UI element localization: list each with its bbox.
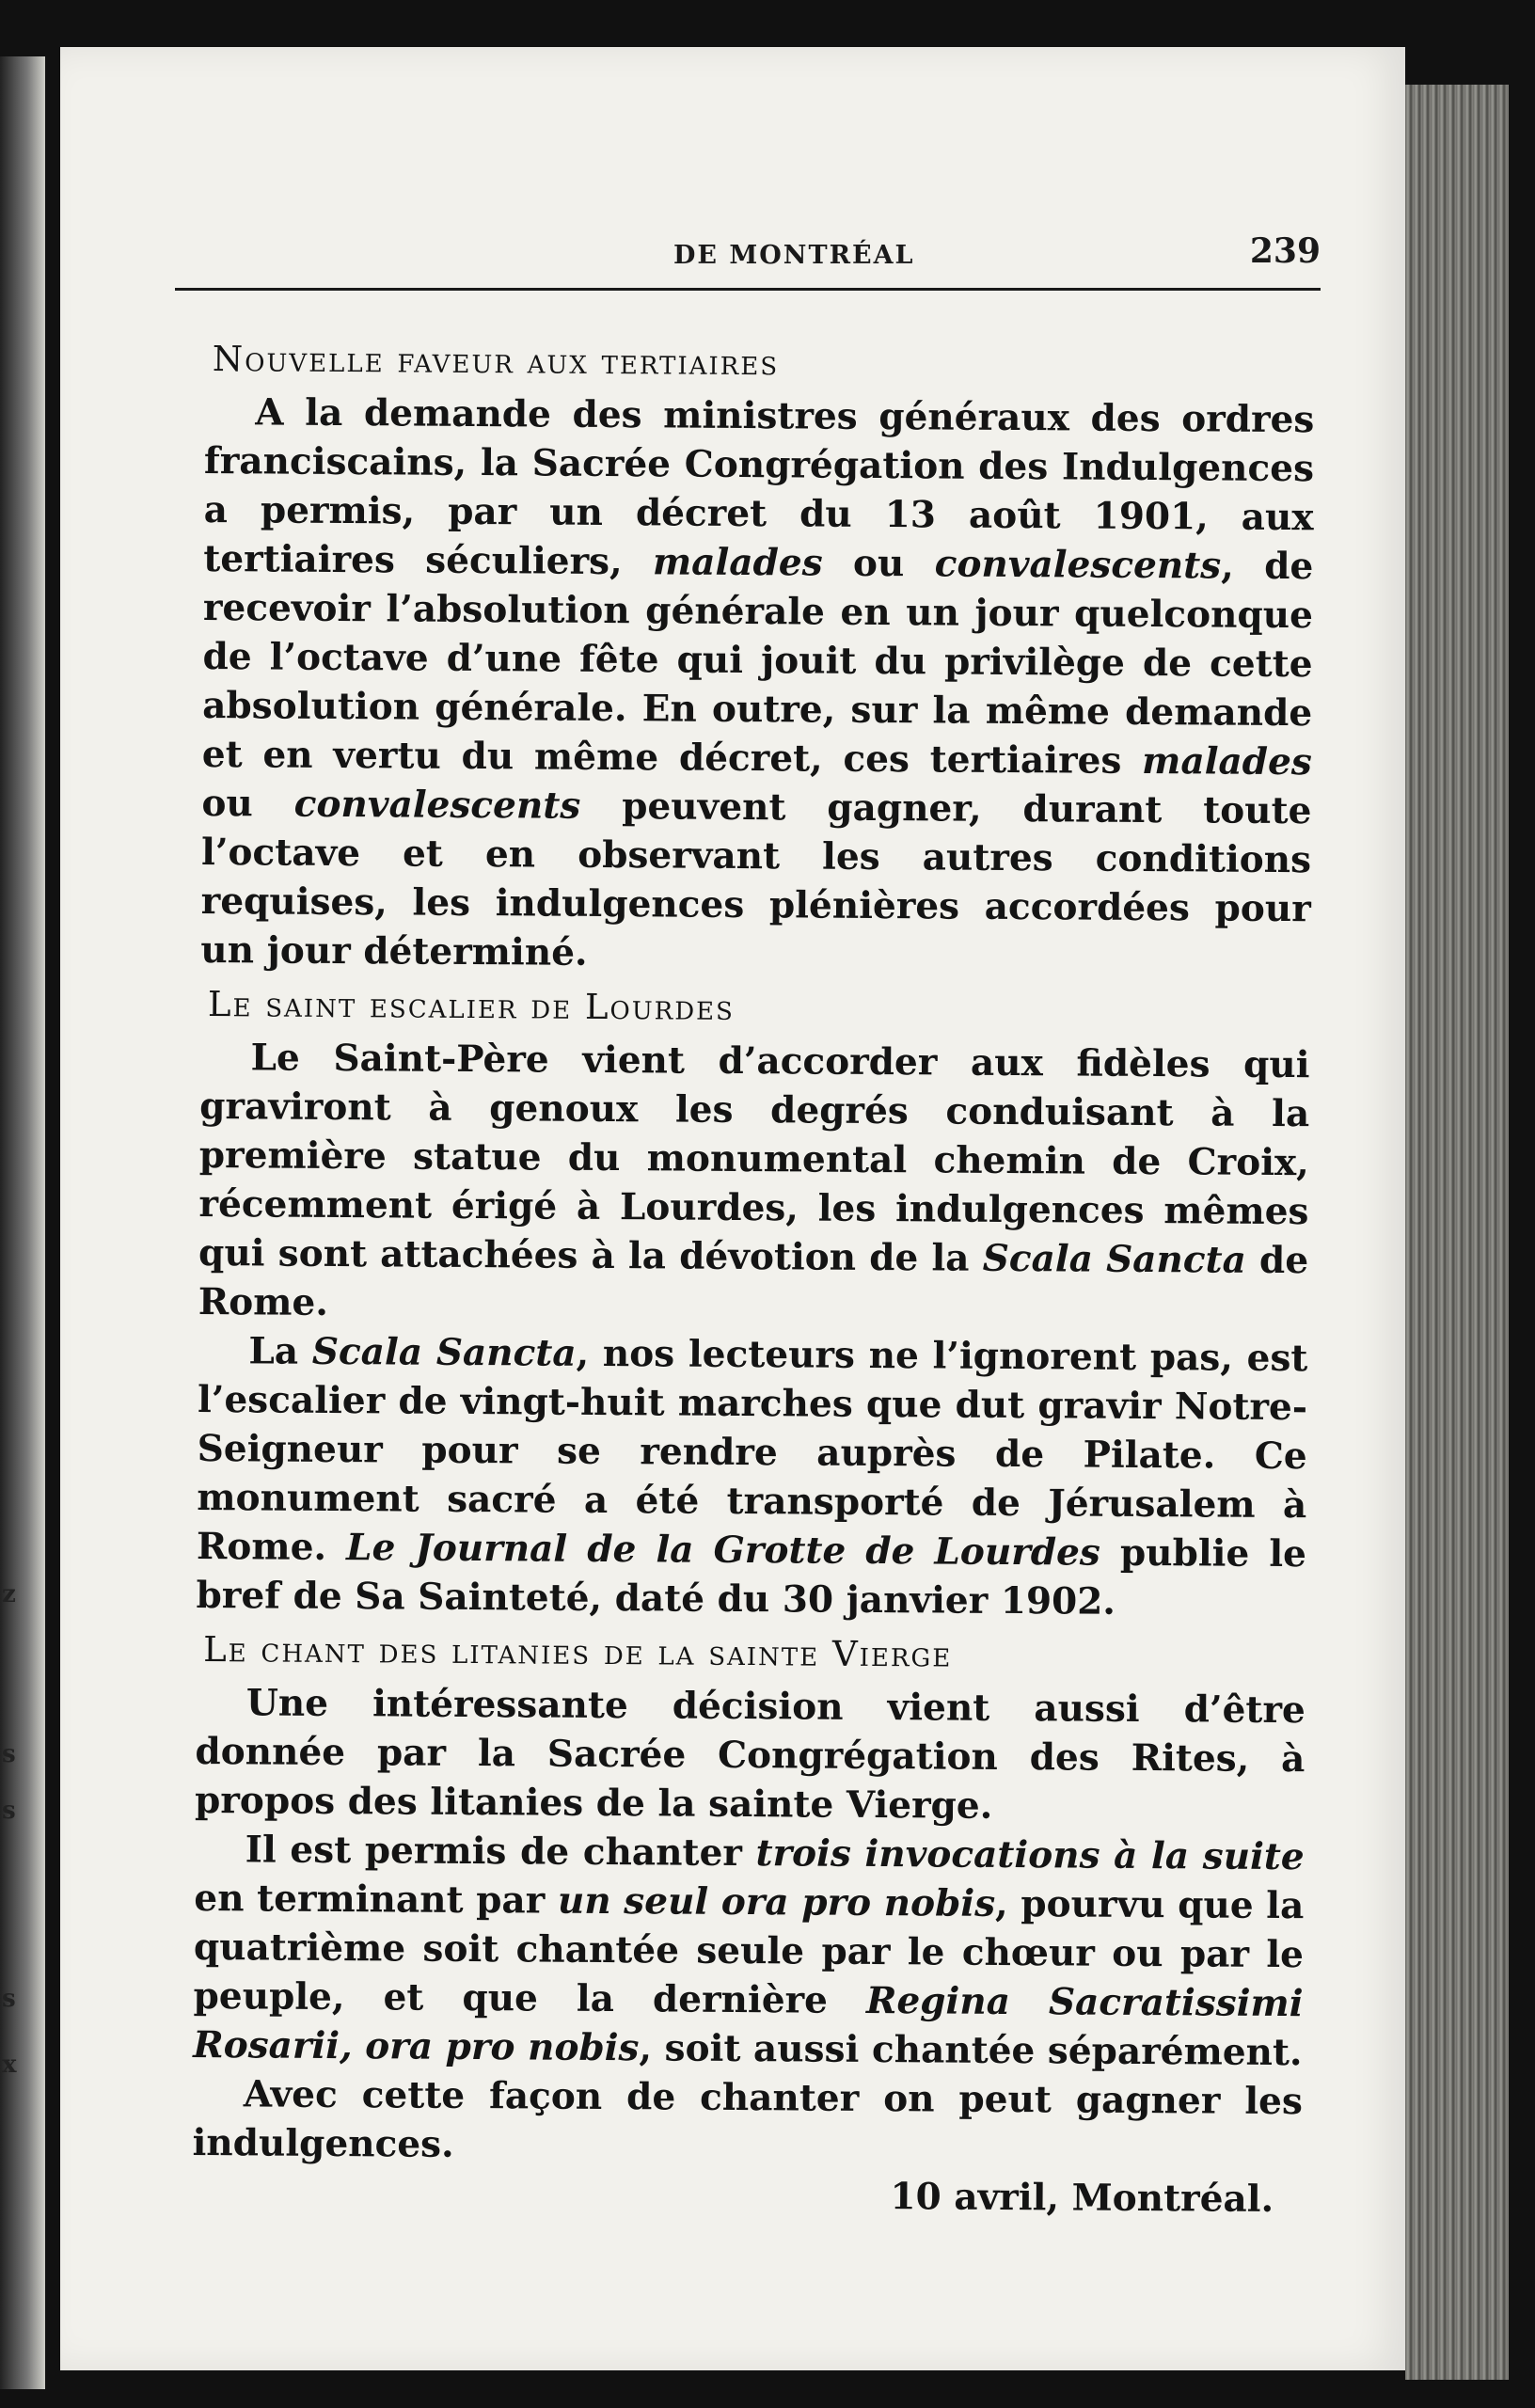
page-number: 239 [1249,231,1321,271]
text-run: , de recevoir l’absolution générale en un jour quelconque de l’octave d’une fête qui jouit du privilège de cette absolution générale. En outre, sur la même demande et en vertu du même décret, ces tertiaires [201,544,1314,783]
book-page-edges [1405,85,1509,2380]
italic-text: Scala Sancta [311,1329,577,1375]
text-run: de Rome. [198,1238,1309,1324]
text-run: Le Saint-Père vient d’accorder aux fidèles qui graviront à genoux les degrés conduisant à la première statue du monumental chemin de Croix, récemment érigé à Lourdes, les indulgences mêmes qui sont attachées à la dévotion de la [198,1036,1310,1280]
paragraph [192,2069,1303,2175]
italic-text: malades [652,540,823,585]
paragraph [196,1326,1307,1627]
margin-fragment: s [2,1985,16,2013]
italic-text: Regina Sacratissimi Rosarii, ora pro nobis [193,1978,1304,2070]
book-page [60,47,1405,2370]
section-title: Le saint escalier de Lourdes [207,984,736,1028]
text-run: ou [201,781,294,826]
page-body [192,329,1315,2224]
text-run: ou [822,541,935,586]
text-run: , pourvu que la quatrième soit chantée seule par le chœur ou par le peuple, et que la dernière [193,1881,1305,2022]
running-head: DE MONTRÉAL [673,241,915,270]
paragraph [193,1825,1305,2077]
paragraph [200,388,1314,982]
page-header [175,231,1321,291]
italic-text: un seul ora pro nobis [557,1878,996,1925]
facing-page-edge [0,56,45,2389]
text-run: , soit aussi chantée séparément. [639,2026,1303,2075]
margin-fragment: x [2,2051,17,2079]
section-title: Le chant des litanies de la sainte Vierge [203,1629,953,1675]
text-run: Il est permis de chanter [245,1828,756,1876]
margin-fragment: z [2,1580,16,1608]
text-run: en terminant par [194,1876,559,1923]
italic-text: Le Journal de la Grotte de Lourdes [345,1526,1101,1575]
italic-text: convalescents [934,542,1222,588]
signature-dateline: 10 avril, Montréal. [890,2175,1274,2221]
margin-fragment: s [2,1740,16,1768]
margin-fragment: s [2,1797,16,1825]
text-run: , nos lecteurs ne l’ignorent pas, est l’escalier de vingt-huit marches que dut gravir Notre-Seigneur pour se rendre auprès de Pilate. Ce monument sacré a été transporté de Jérusalem à Rome. [196,1331,1308,1570]
text-run: Avec cette façon de chanter on peut gagner les indulgences. [192,2072,1304,2166]
section-title: Nouvelle faveur aux tertiaires [212,339,780,384]
text-run: publie le bref de Sa Sainteté, daté du 30 janvier 1902. [196,1530,1307,1624]
text-run: peuvent gagner, durant toute l’octave et en observant les autres conditions requises, les indulgences plénières accordées pour un jour déterminé. [200,784,1312,974]
italic-text: Scala Sancta [982,1236,1247,1282]
paragraph [195,1678,1306,1832]
text-run: Une intéressante décision vient aussi d’être donnée par la Sacrée Congrégation des Rites, à propos des litanies de la sainte Vierge. [194,1681,1306,1828]
text-run: A la demande des ministres généraux des ordres franciscains, la Sacrée Congrégation des Indulgences a permis, par un décret du 13 août 1901, aux tertiaires séculiers, [203,390,1315,584]
italic-text: convalescents [293,782,581,828]
italic-text: malades [1141,738,1312,784]
text-run: La [248,1329,312,1373]
paragraph [198,1033,1310,1334]
italic-text: trois invocations à la suite [755,1831,1305,1879]
